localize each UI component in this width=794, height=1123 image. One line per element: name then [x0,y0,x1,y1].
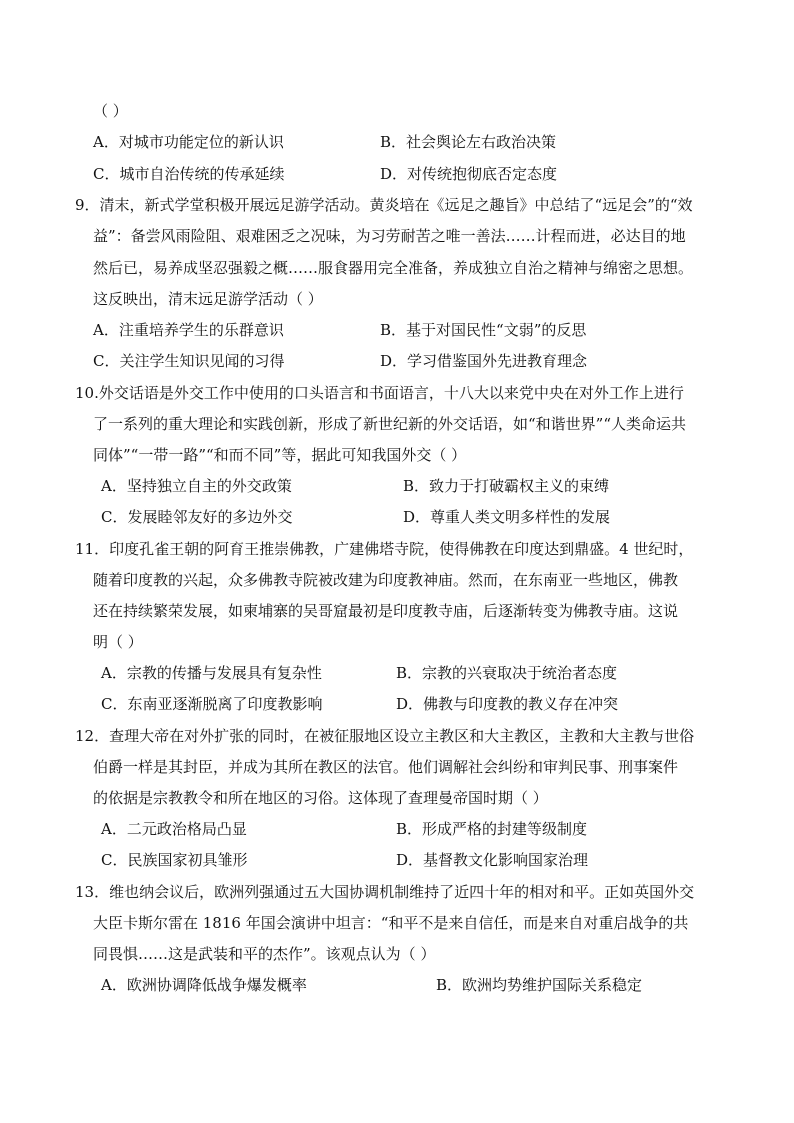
answer-bracket: （ ） [93,102,128,120]
question-number: 10. [75,384,99,402]
question-9-stem-line: 然后已，易养成坚忍强毅之概……服食器用完全准备，养成独立自治之精神与绵密之思想。 [93,259,694,277]
question-12-stem-line: 的依据是宗教教令和所在地区的习俗。这体现了查理曼帝国时期（ ） [93,789,548,807]
question-13-stem-line: 13．维也纳会议后，欧洲列强通过五大国协调机制维持了近四十年的相对和平。正如英国外交 [75,883,695,901]
option-b: B．欧洲均势维护国际关系稳定 [436,976,643,994]
option-a: A．对城市功能定位的新认识 [93,133,284,151]
question-9-stem-line: 这反映出，清末远足游学活动（ ） [93,290,323,308]
option-a: A．欧洲协调降低战争爆发概率 [101,976,307,994]
option-d: D．尊重人类文明多样性的发展 [403,508,611,526]
option-a: A．宗教的传播与发展具有复杂性 [101,664,322,682]
question-11-stem-line: 还在持续繁荣发展，如柬埔寨的吴哥窟最初是印度教寺庙，后逐渐转变为佛教寺庙。这说 [93,602,679,620]
question-12-stem-line: 12．查理大帝在对外扩张的同时，在被征服地区设立主教区和大主教区，主教和大主教与世俗 [75,727,695,745]
question-number: 9． [75,196,100,214]
question-number: 12． [75,727,110,745]
option-d: D．对传统抱彻底否定态度 [380,165,558,183]
question-13-stem-line: 同畏惧……这是武装和平的杰作”。该观点认为（ ） [93,945,436,963]
question-9-stem-line: 益”：备尝风雨险阻、艰难困乏之况味，为习劳耐苦之唯一善法……计程而进，必达目的地 [93,227,686,245]
option-b: B．致力于打破霸权主义的束缚 [403,477,610,495]
option-a: A．坚持独立自主的外交政策 [101,477,292,495]
question-10-stem-line: 10.外交话语是外交工作中使用的口头语言和书面语言，十八大以来党中央在对外工作上进行 [75,384,684,402]
option-d: D．基督教文化影响国家治理 [396,851,589,869]
question-number: 13． [75,883,110,901]
question-10-stem-line: 同体”“一带一路”“和而不同”等，据此可知我国外交（ ） [93,446,467,464]
option-c: C．城市自治传统的传承延续 [93,165,285,183]
question-number: 11． [75,540,110,558]
option-d: D．学习借鉴国外先进教育理念 [380,352,588,370]
question-13-stem-line: 大臣卡斯尔雷在 1816 年国会演讲中坦言：“和平不是来自信任，而是来自对重启战争的共 [93,914,689,932]
question-11-stem-line: 随着印度教的兴起，众多佛教寺院被改建为印度教神庙。然而，在东南亚一些地区，佛教 [93,571,679,589]
question-10-stem-line: 了一系列的重大理论和实践创新，形成了新世纪新的外交话语，如“和谐世界”“人类命运共 [93,415,687,433]
option-b: B．宗教的兴衰取决于统治者态度 [396,664,618,682]
option-b: B．社会舆论左右政治决策 [380,133,557,151]
option-c: C．关注学生知识见闻的习得 [93,352,285,370]
option-b: B．形成严格的封建等级制度 [396,820,588,838]
question-12-stem-line: 伯爵一样是其封臣，并成为其所在教区的法官。他们调解社会纠纷和审判民事、刑事案件 [93,758,679,776]
option-c: C．东南亚逐渐脱离了印度教影响 [101,695,323,713]
question-9-stem-line: 9．清末，新式学堂积极开展远足游学活动。黄炎培在《远足之趣旨》中总结了“远足会”的“效 [75,196,693,214]
option-a: A．二元政治格局凸显 [101,820,247,838]
option-a: A．注重培养学生的乐群意识 [93,321,284,339]
option-d: D．佛教与印度教的教义存在冲突 [396,695,619,713]
option-c: C．发展睦邻友好的多边外交 [101,508,293,526]
question-11-stem-line: 11．印度孔雀王朝的阿育王推崇佛教，广建佛塔寺院，使得佛教在印度达到鼎盛。4 世纪时， [75,540,694,558]
option-b: B．基于对国民性“文弱”的反思 [380,321,587,339]
option-c: C．民族国家初具雏形 [101,851,248,869]
question-11-stem-line: 明（ ） [93,633,143,651]
